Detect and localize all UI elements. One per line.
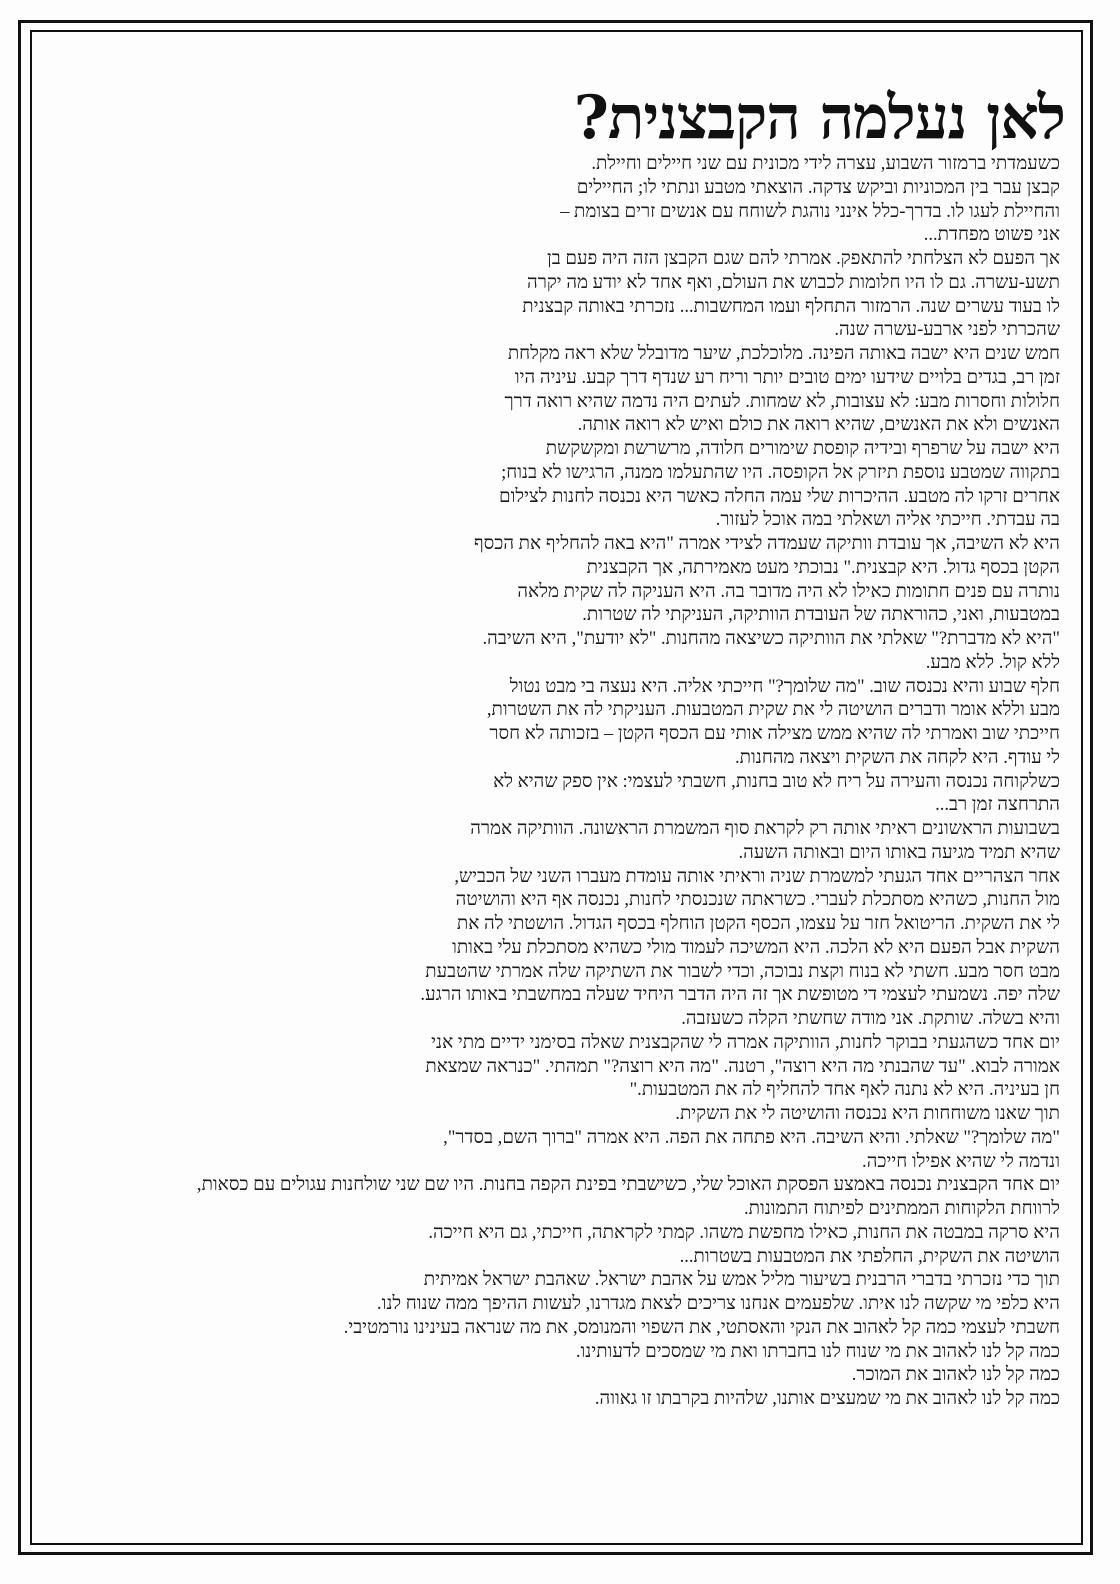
body-line: והיא בשלה. שותקת. אני מודה שחשתי הקלה כשעזבה.	[681, 1008, 1060, 1029]
body-line: הושיטה את השקית, החלפתי את המטבעות בשטרות...	[679, 1245, 1060, 1267]
body-line: התרחצה זמן רב...	[935, 794, 1060, 816]
body-line: נותרה עם פנים חתומות כאילו לא היה מדובר בה. היא העניקה לה שקית מלאה	[517, 580, 1060, 602]
body-line: יום אחד הקבצנית נכנסה באמצע הפסקת האוכל שלי, כשישבתי בפינת הקפה בחנות. היו שם שני שולחנות עגולים עם כסאות,	[196, 1174, 1060, 1196]
body-line: בתקווה שמטבע נוספת תיזרק אל הקופסה. היו שהתעלמו ממנה, הרגישו לא בנוח;	[501, 461, 1060, 483]
body-line: היא ישבה על שרפרף ובידיה קופסת שימורים חלודה, מרשרשת ומקשקשת	[545, 438, 1060, 459]
body-line: במטבעות, ואני, כהוראתה של העובדת הוותיקה, העניקתי לה שטרות.	[582, 604, 1060, 626]
body-line: תשע-עשרה. גם לו היו חלומות לכבוש את העולם, ואף אחד לא יודע מה יקרה	[527, 271, 1060, 293]
body-line: חן בעיניה. היא לא נתנה לאף אחד להחליף לה את המטבעות."	[629, 1079, 1060, 1101]
body-line: שלה יפה. נשמעתי לעצמי די מטופשת אך זה היה הדבר היחיד שעלה במחשבתי באותו הרגע.	[420, 984, 1060, 1006]
body-line: לי את השקית. הריטואל חזר על עצמו, הכסף הקטן הוחלף בכסף הגדול. הושטתי לה את	[456, 913, 1060, 934]
body-line: ונדמה לי שהיא אפילו חייכה.	[862, 1150, 1060, 1172]
body-line: הקטן בכסף גדול. היא קבצנית." נבוכתי מעט מאמירתה, אך הקבצנית	[586, 556, 1060, 578]
body-line: תוך שאנו משוחחות היא נכנסה והושיטה לי את השקית.	[675, 1103, 1060, 1124]
body-line: מבע וללא אומר ודברים הושיטה לי את שקית המטבעות. העניקתי לה את השטרות,	[486, 699, 1060, 721]
body-line: כשלקוחה נכנסה והעירה על ריח לא טוב בחנות, חשבתי לעצמי: אין ספק שהיא לא	[493, 770, 1060, 792]
body-line: מול החנות, כשהיא מסתכלת לעברי. כשראתה שנכנסתי לחנות, נכנסה אף היא והושיטה	[455, 889, 1060, 911]
body-line: חלולות וחסרות מבע: לא עצובות, לא שמחות. לעתים היה נדמה שהיא רואה דרך	[504, 390, 1060, 412]
body-line: שהיא תמיד מגיעה באותו היום ובאותה השעה.	[738, 841, 1060, 863]
body-line: קבצן עבר בין המכוניות וביקש צדקה. הוצאתי מטבע ונתתי לו; החיילים	[576, 176, 1060, 198]
body-line: לי עודף. היא לקחה את השקית ויצאה מהחנות.	[735, 746, 1060, 768]
article-body	[40, 152, 1060, 1411]
body-line: חמש שנים היא ישבה באותה הפינה. מלוכלכת, שיער מדובלל שלא ראה מקלחת	[507, 343, 1060, 364]
body-line: היא לא השיבה, אך עובדת וותיקה שעמדה לצידי אמרה "היא באה להחליף את הכסף	[474, 533, 1060, 554]
body-line: חייכתי שוב ואמרתי לה שהיא ממש מצילה אותי עם הכסף הקטן – בזכותה לא חסר	[489, 723, 1060, 744]
body-line: והחיילת לעגו לו. בדרך-כלל אינני נוהגת לשוחח עם אנשים זרים בצומת –	[560, 200, 1060, 222]
body-line: אחר הצהריים אחד הגעתי למשמרת שניה וראיתי אותה עומדת מעברו השני של הכביש,	[454, 865, 1060, 887]
body-line: כשעמדתי ברמזור השבוע, עצרה לידי מכונית עם שני חיילים וחיילת.	[591, 153, 1060, 174]
body-line: זמן רב, בגדים בלויים שידעו ימים טובים יותר וריח רע שנדף דרך קבע. עיניה היו	[514, 366, 1060, 388]
body-line: היא כלפי מי שקשה לנו איתו. שלפעמים אנחנו צריכים לצאת מגדרנו, לעשות ההיפך ממה שנוח לנו.	[376, 1293, 1060, 1314]
body-line: כמה קל לנו לאהוב את מי שנוח לנו בחברתו ואת מי שמסכים לדעותינו.	[575, 1340, 1060, 1362]
body-line: אחרים זרקו לה מטבע. ההיכרות שלי עמה החלה כאשר היא נכנסה לחנות לצילום	[499, 485, 1060, 507]
body-line: בשבועות הראשונים ראיתי אותה רק לקראת סוף המשמרת הראשונה. הוותיקה אמרה	[470, 818, 1060, 839]
body-line: אך הפעם לא הצלחתי להתאפק. אמרתי להם שגם הקבצן הזה היה פעם בן	[547, 248, 1060, 269]
body-line: ללא קול. ללא מבע.	[925, 651, 1060, 673]
body-line: כמה קל לנו לאהוב את מי שמעצים אותנו, שלהיות בקרבתו זו גאווה.	[594, 1388, 1060, 1409]
body-line: לרווחת הלקוחות הממתינים לפיתוח התמונות.	[744, 1198, 1060, 1219]
body-line: כמה קל לנו לאהוב את המוכר.	[851, 1364, 1060, 1386]
body-line: יום אחד כשהגעתי בבוקר לחנות, הוותיקה אמרה לי שהקבצנית שאלה בסימני ידיים מתי אני	[431, 1031, 1060, 1053]
body-line: השקית אבל הפעם היא לא הלכה. היא המשיכה לעמוד מולי כשהיא מסתכלת עלי באותו	[452, 936, 1060, 958]
body-line: אמורה לבוא. "עד שהבנתי מה היא רוצה", רטנה. "מה היא רוצה?" תמהתי. "כנראה שמצאת	[425, 1055, 1060, 1077]
body-line: "היא לא מדברת?" שאלתי את הוותיקה כשיצאה מהחנות. "לא יודעת", היא השיבה.	[482, 628, 1060, 649]
body-line: "מה שלומך?" שאלתי. והיא השיבה. היא פתחה את הפה. היא אמרה "ברוך השם, בסדר",	[443, 1126, 1060, 1148]
body-line: אני פשוט מפחדת...	[923, 224, 1060, 246]
body-line: בה עבדתי. חייכתי אליה ושאלתי במה אוכל לעזור.	[715, 509, 1060, 531]
body-line: היא סרקה במבטה את החנות, כאילו מחפשת משהו. קמתי לקראתה, חייכתי, גם היא חייכה.	[428, 1221, 1060, 1243]
body-line: מבט חסר מבע. חשתי לא בנוח וקצת נבוכה, וכדי לשבור את השתיקה שלה אמרתי שהטבעת	[425, 960, 1060, 982]
body-line: חשבתי לעצמי כמה קל לאהוב את הנקי והאסתטי, את השפוי והמנומס, את מה שנראה בעינינו נורמטיבי.	[343, 1316, 1060, 1338]
body-line: תוך כדי נזכרתי בדברי הרבנית בשיעור מליל אמש על אהבת ישראל. שאהבת ישראל אמיתית	[423, 1269, 1060, 1291]
body-line: האנשים ולא את האנשים, שהיא רואה את כולם ואיש לא רואה אותה.	[577, 414, 1060, 436]
body-line: שהכרתי לפני ארבע-עשרה שנה.	[834, 319, 1060, 341]
body-line: לו בעוד עשרים שנה. הרמזור התחלף ועמו המחשבות... נזכרתי באותה קבצנית	[522, 295, 1060, 317]
article-title: לאן נעלמה הקבצנית?	[573, 83, 1065, 153]
body-line: חלף שבוע והיא נכנסה שוב. "מה שלומך?" חייכתי אליה. היא נעצה בי מבט נטול	[509, 675, 1060, 697]
